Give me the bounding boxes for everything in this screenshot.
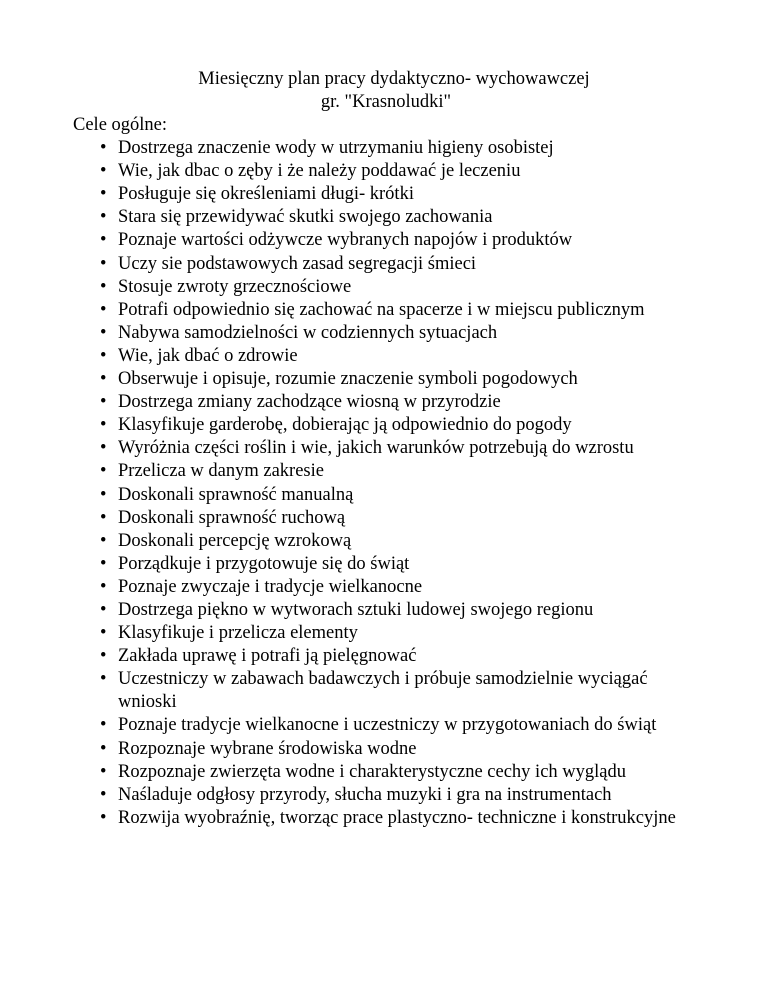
goal-item [73,414,688,437]
bullet-icon: • [100,507,107,528]
bullet-icon: • [100,623,107,644]
goal-text: Rozwija wyobraźnię, tworząc prace plastyczno- techniczne i konstrukcyjne [118,807,676,828]
goal-text: Doskonali percepcję wzrokową [118,530,352,551]
goal-item [73,368,688,391]
goal-item [73,460,688,483]
goal-item [73,714,688,737]
goal-text: Rozpoznaje zwierzęta wodne i charakterystyczne cechy ich wyglądu [118,761,626,782]
goal-text: Nabywa samodzielności w codziennych sytuacjach [118,322,498,343]
goal-text: Wyróżnia części roślin i wie, jakich warunków potrzebują do wzrostu [118,438,634,459]
goal-item [73,229,688,252]
goal-item [73,622,688,645]
bullet-icon: • [100,322,107,343]
document-title: Miesięczny plan pracy dydaktyczno- wychowawczej [198,69,590,89]
goal-text: Potrafi odpowiednio się zachować na spacerze i w miejscu publicznym [118,299,645,320]
goal-item [73,645,688,668]
bullet-icon: • [100,207,107,228]
bullet-icon: • [100,461,107,482]
bullet-icon: • [100,299,107,320]
goal-item [73,391,688,414]
goal-text: Porządkuje i przygotowuje się do świąt [118,553,410,574]
bullet-icon: • [100,369,107,390]
bullet-icon: • [100,738,107,759]
bullet-icon: • [100,530,107,551]
goal-item [73,507,688,530]
title-block [0,68,768,114]
goal-text: Poznaje wartości odżywcze wybranych napojów i produktów [118,230,573,251]
goal-item [73,437,688,460]
goal-item [73,576,688,599]
bullet-icon: • [100,646,107,667]
goals-heading: Cele ogólne: [73,115,168,135]
bullet-icon: • [100,807,107,828]
goal-text: Dostrzega piękno w wytworach sztuki ludowej swojego regionu [118,599,594,620]
goal-text: Poznaje zwyczaje i tradycje wielkanocne [118,576,423,597]
bullet-icon: • [100,669,107,690]
goal-text: Doskonali sprawność ruchową [118,507,346,528]
goals-list [73,137,713,830]
goal-item [73,322,688,345]
bullet-icon: • [100,715,107,736]
goal-text: Stara się przewidywać skutki swojego zachowania [118,207,493,228]
goal-text: Wie, jak dbać o zdrowie [118,345,298,366]
goal-text: Uczestniczy w zabawach badawczych i próbuje samodzielnie wyciągać wnioski [118,669,648,713]
goal-item [73,807,688,830]
bullet-icon: • [100,161,107,182]
group-name: gr. "Krasnoludki" [320,92,452,113]
goal-item [73,276,688,299]
bullet-icon: • [100,276,107,297]
bullet-icon: • [100,138,107,159]
goal-text: Uczy sie podstawowych zasad segregacji śmieci [118,253,477,274]
bullet-icon: • [100,415,107,436]
goal-item [73,599,688,622]
goal-text: Poznaje tradycje wielkanocne i uczestniczy w przygotowaniach do świąt [118,715,657,736]
goal-text: Dostrzega zmiany zachodzące wiosną w przyrodzie [118,392,501,413]
bullet-icon: • [100,484,107,505]
bullet-icon: • [100,599,107,620]
goal-text: Dostrzega znaczenie wody w utrzymaniu higieny osobistej [118,138,554,159]
goal-text: Rozpoznaje wybrane środowiska wodne [118,738,417,759]
goal-item [73,784,688,807]
bullet-icon: • [100,438,107,459]
goal-item [73,484,688,507]
goal-text: Zakłada uprawę i potrafi ją pielęgnować [118,646,417,667]
goal-item [73,299,688,322]
goal-item [73,553,688,576]
bullet-icon: • [100,784,107,805]
bullet-icon: • [100,253,107,274]
bullet-icon: • [100,553,107,574]
goal-item [73,253,688,276]
bullet-icon: • [100,345,107,366]
bullet-icon: • [100,392,107,413]
goal-text: Posługuje się określeniami długi- krótki [118,184,414,205]
goal-text: Przelicza w danym zakresie [118,461,324,482]
goal-text: Stosuje zwroty grzecznościowe [118,276,352,297]
goals-section [73,114,713,830]
goal-item [73,206,688,229]
bullet-icon: • [100,230,107,251]
bullet-icon: • [100,761,107,782]
bullet-icon: • [100,576,107,597]
goal-item [73,761,688,784]
goal-text: Naśladuje odgłosy przyrody, słucha muzyki i gra na instrumentach [118,784,612,805]
goal-text: Obserwuje i opisuje, rozumie znaczenie symboli pogodowych [118,369,578,390]
goal-text: Klasyfikuje garderobę, dobierając ją odpowiednio do pogody [118,415,572,436]
goal-text: Doskonali sprawność manualną [118,484,354,505]
goal-item [73,160,688,183]
goal-item [73,738,688,761]
bullet-icon: • [100,184,107,205]
goal-item [73,137,688,160]
goal-text: Klasyfikuje i przelicza elementy [118,623,358,644]
goal-text: Wie, jak dbac o zęby i że należy poddawać je leczeniu [118,161,521,182]
goal-item [73,345,688,368]
goal-item [73,530,688,553]
goal-item [73,668,688,714]
goal-item [73,183,688,206]
